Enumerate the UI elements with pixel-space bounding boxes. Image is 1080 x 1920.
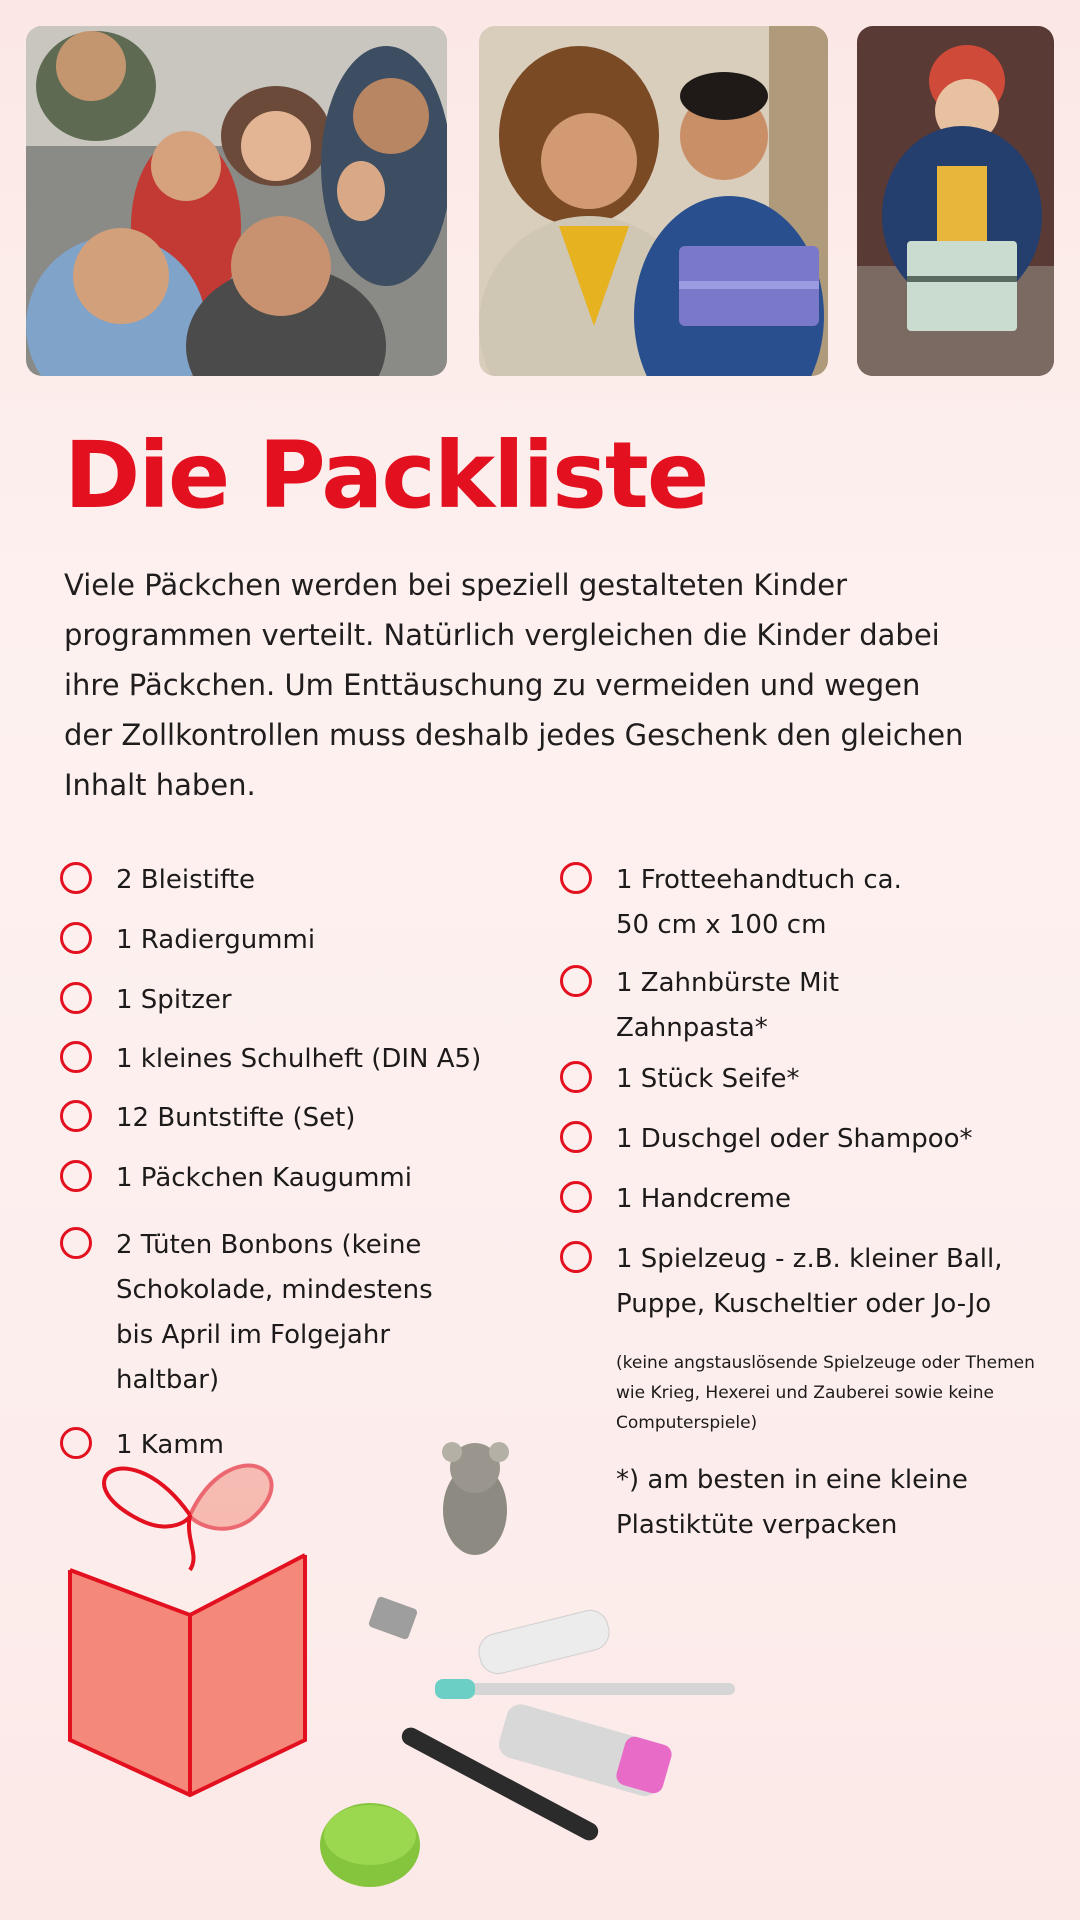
teddy-icon xyxy=(442,1442,509,1555)
list-item-label: 1 Päckchen Kaugummi xyxy=(116,1163,412,1193)
list-item[interactable] xyxy=(60,1156,520,1201)
list-item[interactable] xyxy=(560,961,876,1051)
checkbox-circle-icon[interactable] xyxy=(60,862,92,894)
list-item[interactable] xyxy=(560,1117,1060,1162)
list-item[interactable] xyxy=(60,858,520,903)
list-item-label: 1 Zahnbürste Mit Zahnpasta* xyxy=(616,968,840,1043)
list-item-label: 1 Frotteehandtuch ca. 50 cm x 100 cm xyxy=(616,865,902,940)
checkbox-circle-icon[interactable] xyxy=(60,1227,92,1259)
list-item[interactable] xyxy=(60,1223,476,1403)
list-item-label: 1 Stück Seife* xyxy=(616,1064,800,1094)
packing-list-left xyxy=(60,858,520,1468)
checkbox-circle-icon[interactable] xyxy=(60,982,92,1014)
checkbox-circle-icon[interactable] xyxy=(560,1121,592,1153)
checkbox-circle-icon[interactable] xyxy=(60,1160,92,1192)
gift-items-illustration xyxy=(50,1440,750,1910)
list-item-label: 1 Spitzer xyxy=(116,985,232,1015)
list-item[interactable] xyxy=(560,1177,1060,1222)
checkbox-circle-icon[interactable] xyxy=(60,922,92,954)
list-item-label: 1 Spielzeug - z.B. kleiner Ball, Puppe, Kuscheltier oder Jo-Jo xyxy=(616,1244,1003,1319)
photo-children-group xyxy=(26,26,447,376)
checkbox-circle-icon[interactable] xyxy=(60,1041,92,1073)
list-item-label: 2 Tüten Bonbons (keine Schokolade, mindestens bis April im Folgejahr haltbar) xyxy=(116,1230,433,1395)
list-item[interactable] xyxy=(560,858,916,948)
photo-volunteer-with-child xyxy=(479,26,828,376)
sharpener-icon xyxy=(368,1596,418,1640)
checkbox-circle-icon[interactable] xyxy=(60,1100,92,1132)
list-item[interactable] xyxy=(560,1237,1016,1327)
photo-child-with-gift xyxy=(857,26,1054,376)
gift-box-icon xyxy=(70,1466,305,1795)
checkbox-circle-icon[interactable] xyxy=(560,1241,592,1273)
list-item-label: 1 Kamm xyxy=(116,1430,224,1460)
list-item-label: 1 Handcreme xyxy=(616,1184,792,1214)
list-item-label: 1 Duschgel oder Shampoo* xyxy=(616,1124,973,1154)
list-item-label: 1 kleines Schulheft (DIN A5) xyxy=(116,1044,482,1074)
list-item[interactable] xyxy=(60,1096,520,1141)
checkbox-circle-icon[interactable] xyxy=(560,1181,592,1213)
toy-note: (keine angstauslösende Spielzeuge oder Themen wie Krieg, Hexerei und Zauberei sowie keine Computerspiele) xyxy=(616,1353,1035,1433)
page-title: Die Packliste xyxy=(64,422,708,529)
list-item-label: 2 Bleistifte xyxy=(116,865,255,895)
list-item[interactable] xyxy=(560,1057,1060,1102)
toothpaste-icon xyxy=(475,1607,613,1678)
list-item-label: 1 Radiergummi xyxy=(116,925,316,955)
checkbox-circle-icon[interactable] xyxy=(560,965,592,997)
packing-list-right xyxy=(560,858,1060,1327)
list-item[interactable] xyxy=(60,918,520,963)
list-item-label: 12 Buntstifte (Set) xyxy=(116,1103,356,1133)
footnote: *) am besten in eine kleine Plastiktüte verpacken xyxy=(616,1465,968,1540)
intro-text: Viele Päckchen werden bei speziell gestalteten Kinder programmen verteilt. Natürlich vergleichen die Kinder dabei ihre Päckchen. Um Enttäuschung zu vermeiden und wegen der Zollkontrollen muss deshalb jedes Geschenk den gleichen Inhalt haben. xyxy=(64,568,964,802)
checkbox-circle-icon[interactable] xyxy=(560,1061,592,1093)
checkbox-circle-icon[interactable] xyxy=(560,862,592,894)
list-item[interactable] xyxy=(60,1037,520,1082)
list-item[interactable] xyxy=(60,978,520,1023)
toothbrush-icon xyxy=(435,1683,735,1695)
